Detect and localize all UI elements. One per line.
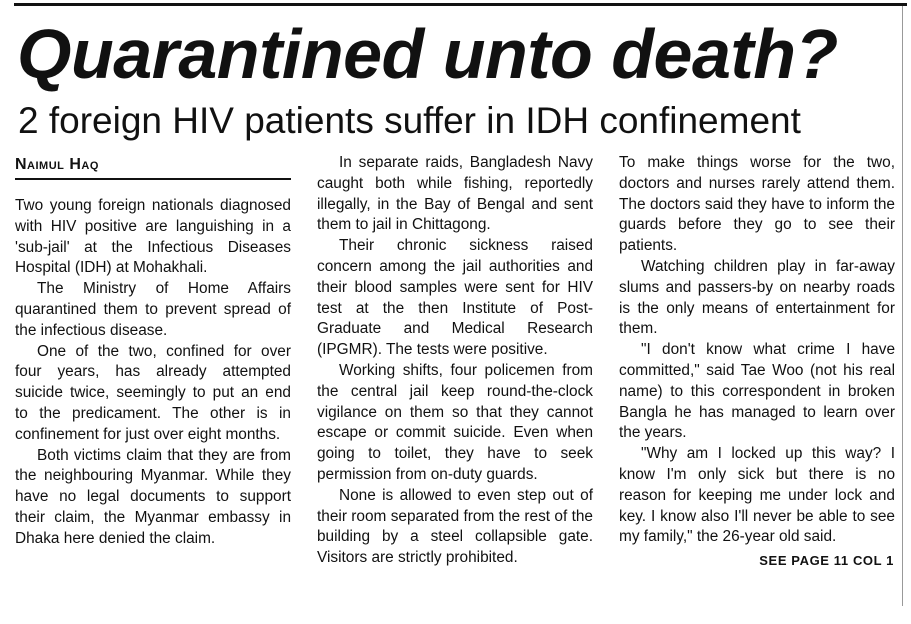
byline: Naimul Haq [15, 153, 291, 180]
subheadline: 2 foreign HIV patients suffer in IDH confinement [18, 100, 801, 141]
paragraph: Two young foreign nationals diagnosed with HIV positive are languishing in a 'sub-jail' at the Infectious Diseases Hospital (IDH) at Mohakhali. [15, 197, 291, 277]
paragraph: To make things worse for the two, doctors and nurses rarely attend them. The doctors said they have to inform the guards before they go to see their patients. [619, 154, 895, 255]
top-border-rule [14, 3, 907, 6]
paragraph: One of the two, confined for over four years, has already attempted suicide twice, seemingly to put an end to the predicament. The other is in confinement for just over eight months. [15, 342, 291, 443]
paragraph: Working shifts, four policemen from the central jail keep round-the-clock vigilance on them so that they cannot escape or commit suicide. Even when going to toilet, they have to seek permission from on-duty guards. [317, 361, 593, 483]
paragraph: In separate raids, Bangladesh Navy caught both while fishing, reportedly illegally, in the Bay of Bengal and sent them to jail in Chittagong. [317, 154, 593, 234]
paragraph: "Why am I locked up this way? I know I'm only sick but there is no reason for keeping me under lock and key. I know also I'll never be able to see my family," the 26-year old said. [619, 445, 895, 546]
article-column-1 [15, 196, 291, 550]
paragraph: Watching children play in far-away slums and passers-by on nearby roads is the only means of entertainment for them. [619, 257, 895, 338]
article-column-3 [619, 153, 895, 548]
paragraph: The Ministry of Home Affairs quarantined them to prevent spread of the infectious disease. [15, 280, 291, 339]
paragraph: Both victims claim that they are from the neighbouring Myanmar. While they have no legal documents to support their claim, the Myanmar embassy in Dhaka here denied the claim. [15, 446, 291, 547]
headline: Quarantined unto death? [17, 15, 838, 93]
right-border-rule [902, 6, 903, 606]
paragraph: Their chronic sickness raised concern among the jail authorities and their blood samples were sent for HIV test at the then Institute of Post-Graduate and Medical Research (IPGMR). The tests were positive. [317, 237, 593, 359]
paragraph: None is allowed to even step out of their room separated from the rest of the building by a steel collapsible gate. Visitors are strictly prohibited. [317, 486, 593, 567]
paragraph: "I don't know what crime I have committed," said Tae Woo (not his real name) to this correspondent in broken Bangla he has managed to learn over the years. [619, 341, 895, 442]
continuation-note: SEE PAGE 11 COL 1 [759, 553, 894, 568]
article-column-2 [317, 153, 593, 569]
